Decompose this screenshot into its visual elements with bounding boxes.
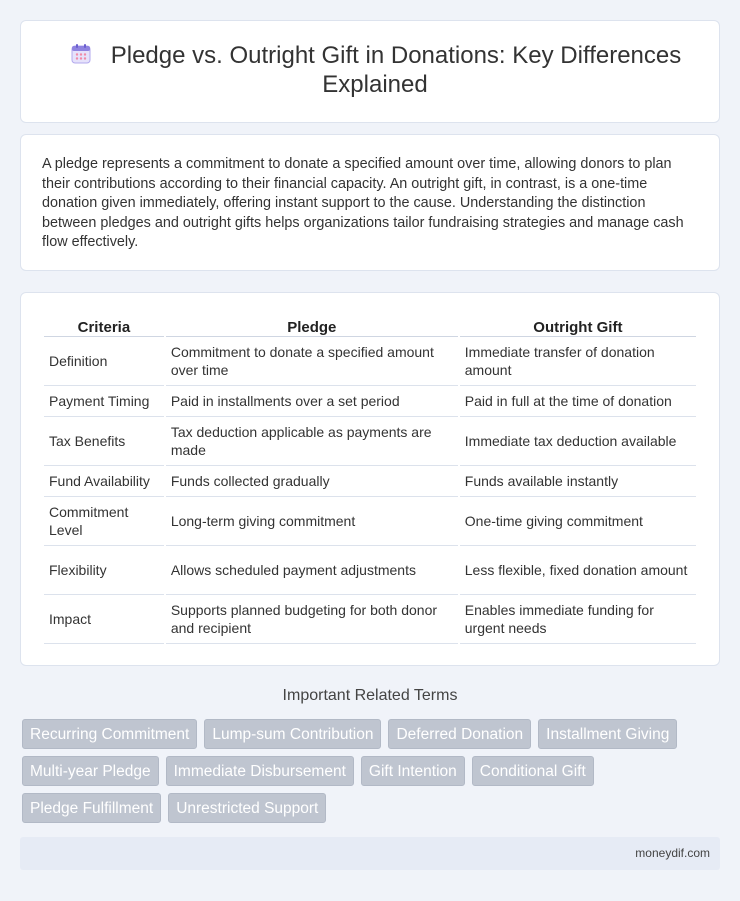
row-pledge: Tax deduction applicable as payments are made bbox=[166, 417, 458, 466]
tag-lump-sum-contribution[interactable]: Lump-sum Contribution bbox=[204, 719, 381, 749]
footer-site[interactable]: moneydif.com bbox=[635, 846, 710, 860]
row-outright-gift: Immediate tax deduction available bbox=[460, 417, 696, 466]
header-outright-gift: Outright Gift bbox=[460, 315, 696, 337]
row-pledge: Funds collected gradually bbox=[166, 466, 458, 497]
intro-card bbox=[20, 134, 720, 271]
row-criteria: Impact bbox=[44, 595, 164, 644]
comparison-table bbox=[42, 315, 698, 644]
row-outright-gift: Funds available instantly bbox=[460, 466, 696, 497]
tag-conditional-gift[interactable]: Conditional Gift bbox=[472, 756, 594, 786]
tag-recurring-commitment[interactable]: Recurring Commitment bbox=[22, 719, 197, 749]
title-card bbox=[20, 20, 720, 123]
tag-pledge-fulfillment[interactable]: Pledge Fulfillment bbox=[22, 793, 161, 823]
row-outright-gift: Enables immediate funding for urgent needs bbox=[460, 595, 696, 644]
related-terms-title: Important Related Terms bbox=[282, 687, 458, 704]
row-criteria: Definition bbox=[44, 337, 164, 386]
table-row bbox=[44, 546, 696, 595]
footer bbox=[20, 837, 720, 870]
row-criteria: Payment Timing bbox=[44, 386, 164, 417]
row-criteria: Tax Benefits bbox=[44, 417, 164, 466]
row-criteria: Fund Availability bbox=[44, 466, 164, 497]
table-row bbox=[44, 417, 696, 466]
page-title-text: Pledge vs. Outright Gift in Donations: Key Differences Explained bbox=[110, 42, 682, 98]
calendar-icon bbox=[69, 42, 93, 66]
row-pledge: Supports planned budgeting for both donor and recipient bbox=[166, 595, 458, 644]
row-outright-gift: One-time giving commitment bbox=[460, 497, 696, 546]
tag-multi-year-pledge[interactable]: Multi-year Pledge bbox=[22, 756, 159, 786]
table-row bbox=[44, 466, 696, 497]
table-header-row bbox=[44, 315, 696, 337]
row-pledge: Allows scheduled payment adjustments bbox=[166, 546, 458, 595]
intro-paragraph: A pledge represents a commitment to donate a specified amount over time, allowing donors to plan their contributions according to their financial capacity. An outright gift, in contrast, is a one-time donation given immediately, offering instant support to the cause. Understanding the distinction between pledges and outright gifts helps organizations tailor fundraising strategies and manage cash flow effectively. bbox=[42, 156, 684, 250]
tag-installment-giving[interactable]: Installment Giving bbox=[538, 719, 677, 749]
row-outright-gift: Immediate transfer of donation amount bbox=[460, 337, 696, 386]
table-row bbox=[44, 337, 696, 386]
table-row bbox=[44, 386, 696, 417]
row-outright-gift: Less flexible, fixed donation amount bbox=[460, 546, 696, 595]
table-row bbox=[44, 497, 696, 546]
header-criteria: Criteria bbox=[44, 315, 164, 337]
header-pledge: Pledge bbox=[166, 315, 458, 337]
comparison-card bbox=[20, 292, 720, 666]
row-pledge: Commitment to donate a specified amount over time bbox=[166, 337, 458, 386]
row-pledge: Paid in installments over a set period bbox=[166, 386, 458, 417]
related-terms-list bbox=[22, 719, 712, 823]
row-pledge: Long-term giving commitment bbox=[166, 497, 458, 546]
table-row bbox=[44, 595, 696, 644]
row-criteria: Commitment Level bbox=[44, 497, 164, 546]
tag-gift-intention[interactable]: Gift Intention bbox=[361, 756, 465, 786]
row-outright-gift: Paid in full at the time of donation bbox=[460, 386, 696, 417]
page-title bbox=[61, 41, 689, 99]
tag-deferred-donation[interactable]: Deferred Donation bbox=[388, 719, 531, 749]
tag-unrestricted-support[interactable]: Unrestricted Support bbox=[168, 793, 326, 823]
row-criteria: Flexibility bbox=[44, 546, 164, 595]
tag-immediate-disbursement[interactable]: Immediate Disbursement bbox=[166, 756, 354, 786]
